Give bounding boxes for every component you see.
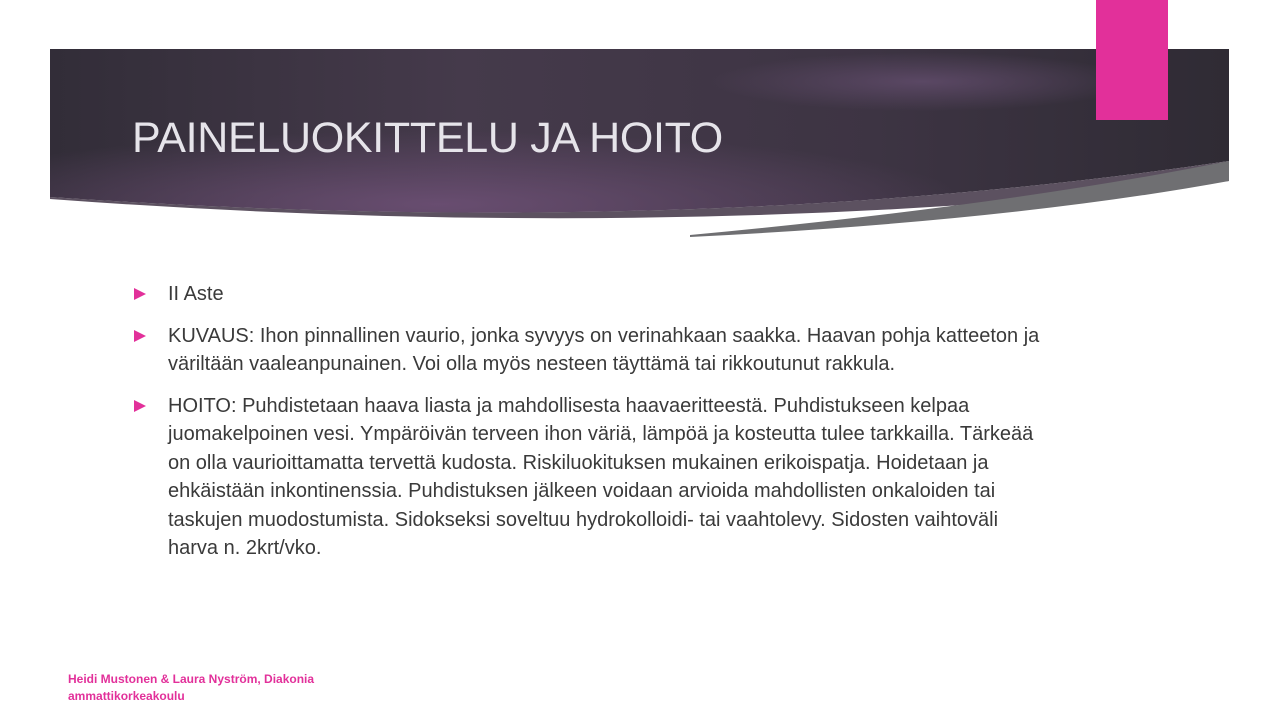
pink-triangle-bullet-icon <box>134 288 146 300</box>
bullet-list <box>132 280 1052 576</box>
bullet-text: KUVAUS: Ihon pinnallinen vaurio, jonka syvyys on verinahkaan saakka. Haavan pohja katteeton ja väriltään vaaleanpunainen. Voi olla myös nesteen täyttämä tai rikkoutunut rakkula. <box>168 324 1040 375</box>
bullet-text: HOITO: Puhdistetaan haava liasta ja mahdollisesta haavaeritteestä. Puhdistukseen kelpaa juomakelpoinen vesi. Ympäröivän terveen ihon väriä, lämpöä ja kosteutta tulee tarkkailla. Tärkeää on olla vaurioittamatta tervettä kudosta. Riskiluokituksen mukainen erikoispatja. Hoidetaan ja ehkäistään inkontinenssia. Puhdistuksen jälkeen voidaan arvioida mahdollisten onkaloiden tai taskujen muodostumista. Sidokseksi soveltuu hydrokolloidi- tai vaahtolevy. Sidosten vaihtoväli harva n. 2krt/vko. <box>168 394 1034 559</box>
pink-triangle-bullet-icon <box>134 400 146 412</box>
slide-title: PAINELUOKITTELU JA HOITO <box>132 114 723 162</box>
footer-credit: Heidi Mustonen & Laura Nyström, Diakonia ammattikorkeakoulu <box>68 672 315 703</box>
bullet-item-treatment <box>132 392 1052 563</box>
bullet-text: II Aste <box>168 283 224 305</box>
pink-triangle-bullet-icon <box>134 330 146 342</box>
bullet-item-grade <box>132 280 1052 309</box>
bullet-item-description <box>132 322 1052 379</box>
pink-accent-bar <box>1096 0 1168 120</box>
